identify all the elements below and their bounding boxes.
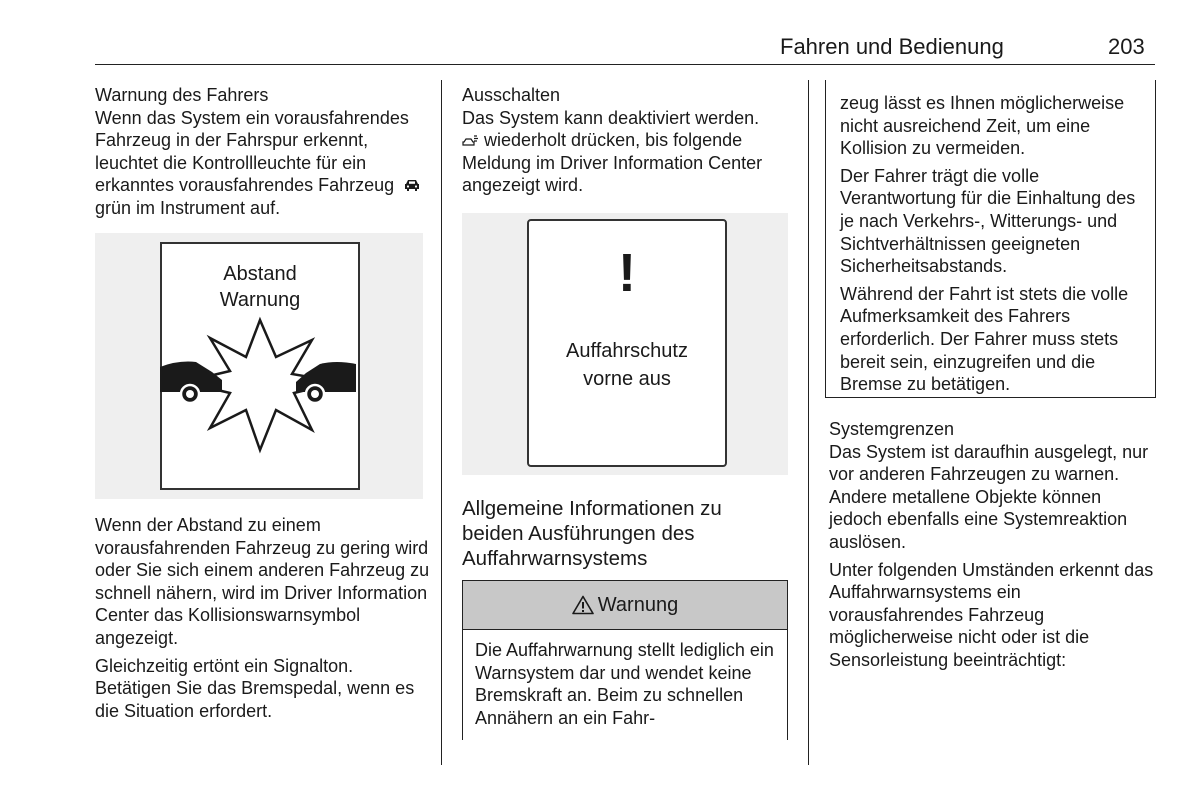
warning-box-header bbox=[462, 580, 788, 630]
header-rule bbox=[95, 64, 1155, 65]
dic-message-line1: Auffahrschutz bbox=[566, 340, 688, 362]
column-divider-1 bbox=[441, 80, 442, 765]
paragraph-system-limits: Das System ist daraufhin ausgelegt, nur vor anderen Fahrzeugen zu warnen. Andere metallene Objekte können jedoch ebenfalls eine Systemreaktion auslösen. bbox=[829, 441, 1149, 552]
illustration-label-line2: Warnung bbox=[219, 289, 301, 311]
illustration-label-line1: Abstand bbox=[223, 263, 297, 285]
warning-para-attention: Während der Fahrt ist stets die volle Aufmerksamkeit des Fahrers erforderlich. Der Fahrer muss stets bereit sein, einzugreifen und die Bremse zu betätigen. bbox=[840, 283, 1129, 395]
warning-para-continuation: zeug lässt es Ihnen möglicherweise nicht ausreichend Zeit, um eine Kollision zu vermeiden. bbox=[840, 93, 1125, 159]
section-heading-switch-off: Ausschalten bbox=[462, 85, 561, 105]
warning-text: Die Auffahrwarnung stellt lediglich ein Warnsystem dar und wendet keine Bremskraft an. Beim zu schnellen Annähern an ein Fahr- bbox=[475, 640, 774, 728]
page-header-title: Fahren und Bedienung bbox=[780, 34, 1004, 59]
section-heading-general-info: Allgemeine Informationen zu beiden Ausführungen des Auffahrwarnsystems bbox=[462, 497, 722, 570]
paragraph-circumstances: Unter folgenden Umständen erkennt das Auffahrwarnsystems ein vorausfahrendes Fahrzeug möglicherweise nicht oder ist die Sensorleistung beeinträchtigt: bbox=[829, 559, 1154, 670]
column-1-bottom bbox=[95, 514, 430, 727]
paragraph-switch-off bbox=[462, 107, 797, 197]
page-number: 203 bbox=[1108, 34, 1145, 59]
collision-alert-button-icon bbox=[462, 133, 480, 147]
colliding-cars-icon bbox=[160, 242, 360, 490]
dic-display-frame bbox=[527, 219, 727, 467]
column-1-top bbox=[95, 84, 430, 225]
warning-triangle-icon bbox=[572, 595, 594, 615]
exclamation-mark: ! bbox=[618, 243, 636, 303]
paragraph-text: wiederholt drücken, bis folgende Meldung im Driver Information Center angezeigt wird. bbox=[462, 130, 763, 196]
column-2-section bbox=[462, 496, 782, 571]
warning-continuation-text bbox=[840, 92, 1146, 401]
column-2-top bbox=[462, 84, 797, 202]
paragraph-text: Wenn das System ein vorausfahrendes Fahrzeug in der Fahrspur erkennt, leuchtet die Kontrollleuchte für ein erkanntes vorausfahrendes Fahrzeug bbox=[95, 107, 409, 196]
column-3-bottom bbox=[829, 418, 1157, 677]
warning-para-responsibility: Der Fahrer trägt die volle Verantwortung für die Einhaltung des je nach Verkehrs-, Witterungs- und Sichtverhältnissen geeigneten Sicherheitsabstands. bbox=[840, 165, 1136, 277]
paragraph-text: Das System kann deaktiviert werden. bbox=[462, 107, 760, 128]
paragraph-distance-warning: Wenn der Abstand zu einem vorausfahrenden Fahrzeug zu gering wird oder Sie sich einem anderen Fahrzeug zu schnell nähern, wird im Driver Information Center das Kollisionswarnsymbol angezeigt. bbox=[95, 515, 430, 648]
paragraph-signal-tone: Gleichzeitig ertönt ein Signalton. Betätigen Sie das Bremspedal, wenn es die Situation erfordert. bbox=[95, 655, 415, 721]
vehicle-ahead-icon bbox=[403, 178, 421, 192]
dic-message-line2: vorne aus bbox=[583, 368, 671, 390]
column-divider-2 bbox=[808, 80, 809, 765]
paragraph-driver-warning bbox=[95, 107, 430, 220]
warning-label: Warnung bbox=[597, 593, 679, 616]
section-heading-system-limits: Systemgrenzen bbox=[829, 419, 955, 439]
section-heading-driver-warning: Warnung des Fahrers bbox=[95, 85, 269, 105]
paragraph-text: grün im Instrument auf. bbox=[95, 197, 281, 218]
